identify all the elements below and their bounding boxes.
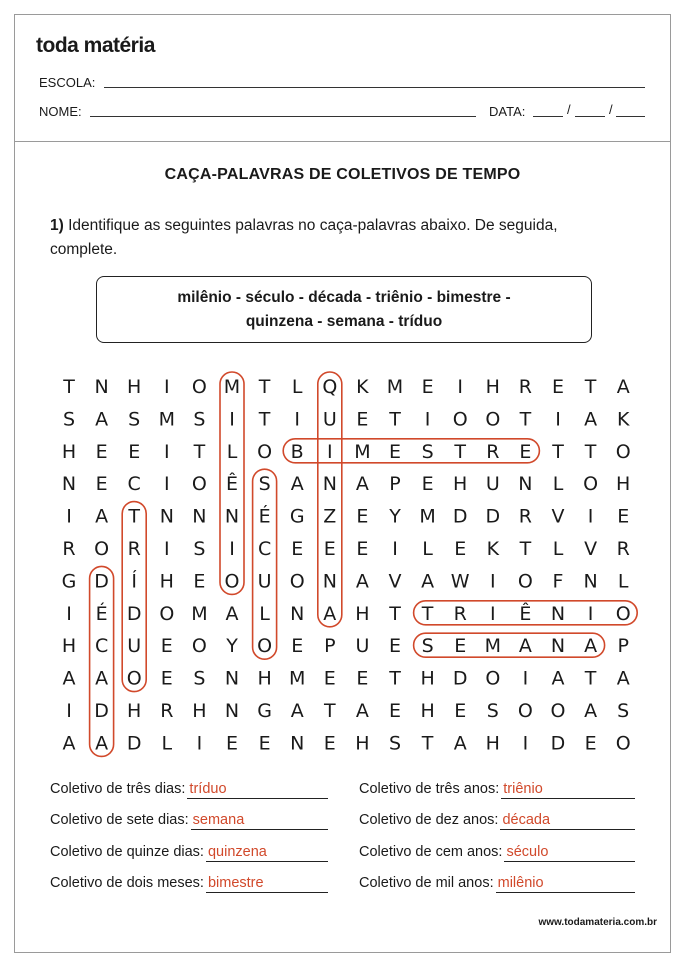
date-label: DATA: bbox=[489, 104, 526, 119]
instruction-text: Identifique as seguintes palavras no caça-palavras abaixo. De seguida, complete. bbox=[50, 217, 558, 258]
grid-letter[interactable]: N bbox=[322, 570, 337, 593]
grid-letter[interactable]: A bbox=[323, 602, 337, 625]
grid-letter[interactable]: E bbox=[95, 440, 108, 463]
grid-letter[interactable]: U bbox=[355, 635, 370, 658]
grid-letter[interactable]: M bbox=[158, 408, 176, 431]
grid-letter[interactable]: N bbox=[224, 700, 240, 722]
grid-letter[interactable]: O bbox=[191, 473, 207, 496]
grid-letter[interactable]: L bbox=[226, 440, 238, 463]
grid-letter[interactable]: H bbox=[453, 473, 468, 496]
grid-letter[interactable]: I bbox=[66, 700, 72, 722]
grid-letter[interactable]: S bbox=[193, 538, 206, 560]
highlight-semana bbox=[414, 633, 605, 657]
grid-letter[interactable]: I bbox=[163, 538, 170, 560]
grid-letter[interactable]: K bbox=[616, 408, 630, 431]
grid-letter[interactable]: A bbox=[95, 732, 109, 755]
grid-letter[interactable]: O bbox=[126, 667, 142, 690]
grid-letter[interactable]: L bbox=[552, 473, 564, 496]
answer-item bbox=[50, 781, 227, 797]
grid-letter[interactable]: H bbox=[127, 376, 142, 398]
grid-letter[interactable]: E bbox=[95, 473, 108, 496]
grid-letter[interactable]: T bbox=[519, 538, 532, 560]
answer-item bbox=[359, 844, 548, 860]
footer-url: www.todamateria.com.br bbox=[538, 917, 657, 928]
grid-letter[interactable]: E bbox=[454, 538, 467, 560]
grid-letter[interactable]: E bbox=[617, 505, 630, 528]
grid-letter[interactable]: M bbox=[386, 376, 404, 398]
grid-letter[interactable]: W bbox=[450, 570, 470, 593]
answer-label: Coletivo de três dias: bbox=[50, 781, 186, 797]
grid-letter[interactable]: L bbox=[161, 732, 173, 755]
grid-letter[interactable]: O bbox=[550, 700, 566, 722]
grid-letter[interactable]: A bbox=[95, 667, 109, 690]
grid-letter[interactable]: D bbox=[126, 602, 142, 625]
grid-letter[interactable]: H bbox=[616, 473, 631, 496]
grid-letter[interactable]: H bbox=[355, 732, 370, 755]
school-label: ESCOLA: bbox=[39, 75, 96, 90]
highlight-tríduo bbox=[122, 502, 146, 692]
grid-letter[interactable]: G bbox=[257, 700, 272, 722]
grid-letter[interactable]: E bbox=[454, 700, 467, 722]
answer-label: Coletivo de mil anos: bbox=[359, 875, 494, 891]
answer-value[interactable]: semana bbox=[188, 812, 245, 828]
answer-item bbox=[50, 812, 244, 828]
grid-letter[interactable]: A bbox=[225, 602, 239, 625]
grid-letter[interactable]: R bbox=[518, 376, 533, 398]
grid-letter[interactable]: É bbox=[95, 602, 108, 625]
grid-letter[interactable]: S bbox=[421, 635, 434, 658]
grid-letter[interactable]: E bbox=[519, 440, 532, 463]
grid-letter[interactable]: T bbox=[63, 376, 75, 398]
grid-letter[interactable]: A bbox=[355, 570, 369, 593]
grid-letter[interactable]: E bbox=[421, 376, 434, 398]
grid-letter[interactable]: L bbox=[422, 538, 433, 560]
grid-letter[interactable]: N bbox=[61, 473, 77, 496]
grid-letter[interactable]: V bbox=[584, 538, 598, 560]
grid-letter[interactable]: P bbox=[389, 473, 401, 496]
grid-letter[interactable]: R bbox=[486, 440, 500, 463]
grid-letter[interactable]: H bbox=[355, 602, 370, 625]
grid-letter[interactable]: A bbox=[95, 408, 109, 431]
grid-letter[interactable]: T bbox=[128, 505, 141, 528]
grid-letter[interactable]: I bbox=[522, 732, 529, 755]
grid-letter[interactable]: I bbox=[457, 376, 464, 398]
answer-value[interactable]: triênio bbox=[499, 781, 543, 797]
grid-letter[interactable]: H bbox=[485, 732, 500, 755]
grid-letter[interactable]: E bbox=[584, 732, 597, 755]
grid-letter[interactable]: M bbox=[484, 635, 502, 658]
grid-letter[interactable]: T bbox=[193, 440, 206, 463]
date-separator: / bbox=[609, 102, 613, 117]
grid-letter[interactable]: I bbox=[326, 440, 333, 463]
grid-letter[interactable]: O bbox=[94, 538, 110, 560]
answer-line[interactable] bbox=[500, 812, 635, 830]
grid-letter[interactable]: A bbox=[62, 667, 76, 690]
grid-letter[interactable]: E bbox=[291, 538, 304, 560]
grid-letter[interactable]: Y bbox=[389, 505, 401, 528]
grid-letter[interactable]: E bbox=[421, 473, 434, 496]
grid-letter[interactable]: C bbox=[257, 538, 272, 560]
grid-letter[interactable]: S bbox=[193, 408, 206, 431]
grid-letter[interactable]: S bbox=[193, 667, 206, 690]
grid-letter[interactable]: D bbox=[94, 700, 109, 722]
grid-letter[interactable]: I bbox=[229, 538, 235, 560]
answer-label: Coletivo de três anos: bbox=[359, 781, 500, 797]
grid-letter[interactable]: O bbox=[485, 667, 501, 690]
grid-letter[interactable]: A bbox=[616, 376, 630, 398]
grid-letter[interactable]: E bbox=[551, 376, 565, 398]
grid-letter[interactable]: I bbox=[587, 505, 594, 528]
grid-letter[interactable]: H bbox=[61, 440, 77, 463]
grid-letter[interactable]: M bbox=[288, 667, 306, 690]
grid-letter[interactable]: R bbox=[616, 538, 630, 560]
grid-letter[interactable]: A bbox=[95, 505, 109, 528]
grid-letter[interactable]: M bbox=[419, 505, 436, 528]
grid-letter[interactable]: F bbox=[552, 570, 564, 593]
grid-letter[interactable]: U bbox=[127, 635, 142, 658]
answer-line[interactable] bbox=[493, 875, 635, 893]
grid-letter[interactable]: O bbox=[289, 570, 305, 593]
grid-letter[interactable]: E bbox=[454, 635, 467, 658]
grid-letter[interactable]: D bbox=[452, 667, 468, 690]
grid-letter[interactable]: N bbox=[518, 473, 533, 496]
grid-letter[interactable]: A bbox=[453, 732, 467, 755]
grid-letter[interactable]: S bbox=[421, 440, 434, 463]
grid-letter[interactable]: T bbox=[552, 440, 564, 463]
answer-label: Coletivo de dez anos: bbox=[359, 812, 499, 828]
grid-letter[interactable]: V bbox=[551, 505, 565, 528]
grid-letter[interactable]: O bbox=[583, 473, 599, 496]
grid-letter[interactable]: N bbox=[290, 602, 305, 625]
answer-item bbox=[50, 875, 264, 891]
grid-letter[interactable]: P bbox=[617, 635, 629, 658]
word-list-line: quinzena - semana - tríduo bbox=[245, 312, 443, 330]
answer-label: Coletivo de dois meses: bbox=[50, 875, 204, 891]
grid-letter[interactable]: I bbox=[294, 408, 301, 431]
answer-line[interactable] bbox=[203, 844, 328, 862]
highlight-década bbox=[90, 566, 114, 756]
grid-letter[interactable]: O bbox=[485, 408, 501, 431]
grid-letter[interactable]: E bbox=[160, 667, 173, 690]
grid-letter[interactable]: É bbox=[258, 505, 271, 528]
grid-letter[interactable]: B bbox=[290, 440, 304, 463]
grid-letter[interactable]: A bbox=[421, 570, 435, 593]
grid-letter[interactable]: O bbox=[191, 376, 207, 398]
answer-value[interactable]: bimestre bbox=[203, 875, 264, 891]
grid-letter[interactable]: O bbox=[224, 570, 240, 593]
grid-letter[interactable]: E bbox=[356, 505, 369, 528]
grid-letter[interactable]: G bbox=[289, 505, 305, 528]
highlight-século bbox=[253, 469, 277, 659]
grid-letter[interactable]: V bbox=[388, 570, 402, 593]
grid-letter[interactable]: T bbox=[323, 700, 336, 722]
answer-line[interactable] bbox=[501, 781, 635, 799]
grid-letter[interactable]: T bbox=[519, 408, 532, 431]
grid-letter[interactable]: E bbox=[388, 440, 402, 463]
grid-letter[interactable]: P bbox=[324, 635, 336, 658]
grid-letter[interactable]: L bbox=[552, 538, 564, 560]
grid-letter[interactable]: E bbox=[291, 635, 304, 658]
grid-letter[interactable]: E bbox=[225, 732, 239, 755]
grid-letter[interactable]: S bbox=[388, 732, 402, 755]
grid-letter[interactable]: T bbox=[584, 440, 597, 463]
grid-letter[interactable]: A bbox=[290, 700, 304, 722]
answer-line[interactable] bbox=[504, 844, 635, 862]
grid-letter[interactable]: T bbox=[258, 408, 271, 431]
grid-letter[interactable]: E bbox=[128, 440, 141, 463]
grid-letter[interactable]: E bbox=[323, 538, 336, 560]
grid-letter[interactable]: O bbox=[517, 700, 533, 722]
grid-letter[interactable]: I bbox=[587, 602, 594, 625]
grid-letter[interactable]: R bbox=[62, 538, 76, 560]
grid-letter[interactable]: T bbox=[389, 408, 401, 431]
grid-letter[interactable]: D bbox=[485, 505, 501, 528]
grid-letter[interactable]: I bbox=[555, 408, 561, 431]
grid-letter[interactable]: T bbox=[454, 440, 467, 463]
grid-letter[interactable]: E bbox=[323, 732, 336, 755]
grid-letter[interactable]: R bbox=[127, 538, 141, 560]
grid-letter[interactable]: N bbox=[583, 570, 598, 593]
grid-letter[interactable]: M bbox=[191, 602, 208, 625]
grid-letter[interactable]: T bbox=[584, 376, 597, 398]
grid-letter[interactable]: I bbox=[424, 408, 431, 431]
answer-item bbox=[50, 844, 267, 860]
grid-letter[interactable]: L bbox=[291, 376, 303, 398]
answer-line[interactable] bbox=[188, 812, 328, 830]
grid-letter[interactable]: Y bbox=[226, 635, 238, 658]
grid-letter[interactable]: S bbox=[258, 473, 271, 496]
grid-letter[interactable]: I bbox=[489, 602, 496, 625]
grid-letter[interactable]: U bbox=[485, 473, 500, 496]
grid-letter[interactable]: I bbox=[163, 376, 170, 398]
grid-letter[interactable]: A bbox=[616, 667, 630, 690]
grid-letter[interactable]: O bbox=[615, 602, 631, 625]
grid-letter[interactable]: E bbox=[356, 538, 369, 560]
grid-letter[interactable]: T bbox=[258, 376, 271, 398]
grid-letter[interactable]: N bbox=[550, 602, 566, 625]
grid-letter[interactable]: S bbox=[617, 700, 630, 722]
grid-letter[interactable]: T bbox=[421, 602, 434, 625]
grid-letter[interactable]: A bbox=[290, 473, 304, 496]
grid-letter[interactable]: O bbox=[191, 635, 207, 658]
grid-letter[interactable]: A bbox=[584, 700, 598, 722]
grid-letter[interactable]: I bbox=[229, 408, 235, 431]
grid-letter[interactable]: E bbox=[388, 635, 402, 658]
grid-letter[interactable]: N bbox=[290, 732, 305, 755]
highlight-bimestre bbox=[283, 439, 539, 463]
grid-letter[interactable]: N bbox=[224, 667, 240, 690]
grid-letter[interactable]: C bbox=[127, 473, 141, 496]
grid-letter[interactable]: Q bbox=[322, 376, 338, 398]
grid-letter[interactable]: N bbox=[224, 505, 240, 528]
grid-letter[interactable]: T bbox=[421, 732, 434, 755]
answer-label: Coletivo de quinze dias: bbox=[50, 844, 204, 860]
grid-letter[interactable]: E bbox=[193, 570, 206, 593]
grid-letter[interactable]: A bbox=[355, 700, 369, 722]
grid-letter[interactable]: E bbox=[356, 408, 369, 431]
grid-letter[interactable]: Z bbox=[323, 505, 337, 528]
grid-letter[interactable]: T bbox=[584, 667, 597, 690]
grid-letter[interactable]: L bbox=[617, 570, 629, 593]
grid-letter[interactable]: T bbox=[389, 667, 401, 690]
grid-letter[interactable]: I bbox=[522, 667, 529, 690]
question-number: 1) bbox=[50, 217, 64, 234]
grid-letter[interactable]: N bbox=[94, 376, 109, 398]
grid-letter[interactable]: Ê bbox=[225, 473, 239, 496]
answer-value[interactable]: século bbox=[502, 844, 549, 860]
grid-letter[interactable]: H bbox=[257, 667, 272, 690]
grid-letter[interactable]: M bbox=[354, 440, 371, 463]
grid-letter[interactable]: I bbox=[489, 570, 496, 593]
brand-logo: toda matéria bbox=[36, 34, 155, 57]
grid-letter[interactable]: A bbox=[584, 408, 598, 431]
grid-letter[interactable]: I bbox=[196, 732, 203, 755]
answer-line[interactable] bbox=[203, 875, 328, 893]
grid-letter[interactable]: Ê bbox=[519, 602, 532, 625]
name-label: NOME: bbox=[39, 104, 82, 119]
grid-letter[interactable]: O bbox=[615, 732, 631, 755]
answer-line[interactable] bbox=[187, 781, 328, 799]
grid-letter[interactable]: H bbox=[192, 700, 207, 722]
grid-letter[interactable]: M bbox=[223, 376, 241, 398]
answer-value[interactable]: quinzena bbox=[203, 844, 267, 860]
grid-letter[interactable]: E bbox=[258, 732, 271, 755]
grid-letter[interactable]: R bbox=[160, 700, 174, 722]
answer-value[interactable]: milênio bbox=[493, 875, 544, 891]
grid-letter[interactable]: A bbox=[355, 473, 369, 496]
grid-letter[interactable]: D bbox=[126, 732, 142, 755]
grid-letter[interactable]: G bbox=[61, 570, 77, 593]
grid-letter[interactable]: O bbox=[517, 570, 533, 593]
grid-letter[interactable]: I bbox=[163, 473, 170, 496]
grid-letter[interactable]: A bbox=[518, 635, 532, 658]
grid-letter[interactable]: O bbox=[257, 635, 273, 658]
grid-letter[interactable]: H bbox=[420, 700, 435, 722]
grid-letter[interactable]: N bbox=[550, 635, 566, 658]
answer-label: Coletivo de cem anos: bbox=[359, 844, 503, 860]
grid-letter[interactable]: I bbox=[66, 602, 72, 625]
answer-value[interactable]: tríduo bbox=[185, 781, 227, 797]
grid-letter[interactable]: R bbox=[453, 602, 467, 625]
grid-letter[interactable]: S bbox=[486, 700, 499, 722]
grid-letter[interactable]: A bbox=[584, 635, 598, 658]
grid-letter[interactable]: U bbox=[322, 408, 337, 431]
grid-letter[interactable]: U bbox=[257, 570, 272, 593]
grid-letter[interactable]: H bbox=[420, 667, 435, 690]
grid-letter[interactable]: A bbox=[62, 732, 76, 755]
grid-letter[interactable]: A bbox=[551, 667, 565, 690]
grid-letter[interactable]: L bbox=[259, 602, 270, 625]
grid-letter[interactable]: K bbox=[486, 538, 500, 560]
grid-letter[interactable]: I bbox=[392, 538, 398, 560]
grid-letter[interactable]: H bbox=[485, 376, 500, 398]
grid-letter[interactable]: D bbox=[94, 570, 109, 593]
grid-letter[interactable]: D bbox=[550, 732, 566, 755]
grid-letter[interactable]: C bbox=[94, 635, 109, 658]
grid-letter[interactable]: N bbox=[322, 473, 337, 496]
grid-letter[interactable]: N bbox=[159, 505, 174, 528]
grid-letter[interactable]: K bbox=[356, 376, 369, 398]
answer-item bbox=[359, 875, 544, 891]
answer-item bbox=[359, 781, 543, 797]
grid-letter[interactable]: I bbox=[66, 505, 72, 528]
grid-letter[interactable]: T bbox=[389, 602, 401, 625]
grid-letter[interactable]: H bbox=[159, 570, 174, 593]
grid-letter[interactable]: R bbox=[518, 505, 533, 528]
grid-letter[interactable]: E bbox=[323, 667, 336, 690]
grid-letter[interactable]: E bbox=[160, 635, 173, 658]
grid-letter[interactable]: Í bbox=[131, 570, 138, 593]
grid-letter[interactable]: I bbox=[163, 440, 170, 463]
grid-letter[interactable]: O bbox=[615, 440, 631, 463]
grid-letter[interactable]: N bbox=[192, 505, 207, 528]
answer-item bbox=[359, 812, 550, 828]
page-title: CAÇA-PALAVRAS DE COLETIVOS DE TEMPO bbox=[164, 166, 521, 183]
answer-label: Coletivo de sete dias: bbox=[50, 812, 189, 828]
word-list-line: milênio - século - década - triênio - bimestre - bbox=[177, 288, 511, 306]
grid-letter[interactable]: O bbox=[452, 408, 468, 431]
grid-letter[interactable]: D bbox=[452, 505, 468, 528]
date-separator: / bbox=[567, 102, 571, 117]
grid-letter[interactable]: S bbox=[62, 408, 76, 431]
grid-letter[interactable]: E bbox=[356, 667, 369, 690]
grid-letter[interactable]: E bbox=[388, 700, 402, 722]
grid-letter[interactable]: S bbox=[128, 408, 141, 431]
grid-letter[interactable]: H bbox=[127, 700, 142, 722]
grid-letter[interactable]: O bbox=[257, 440, 273, 463]
answer-value[interactable]: década bbox=[498, 812, 551, 828]
grid-letter[interactable]: O bbox=[159, 602, 175, 625]
grid-letter[interactable]: H bbox=[61, 635, 77, 658]
